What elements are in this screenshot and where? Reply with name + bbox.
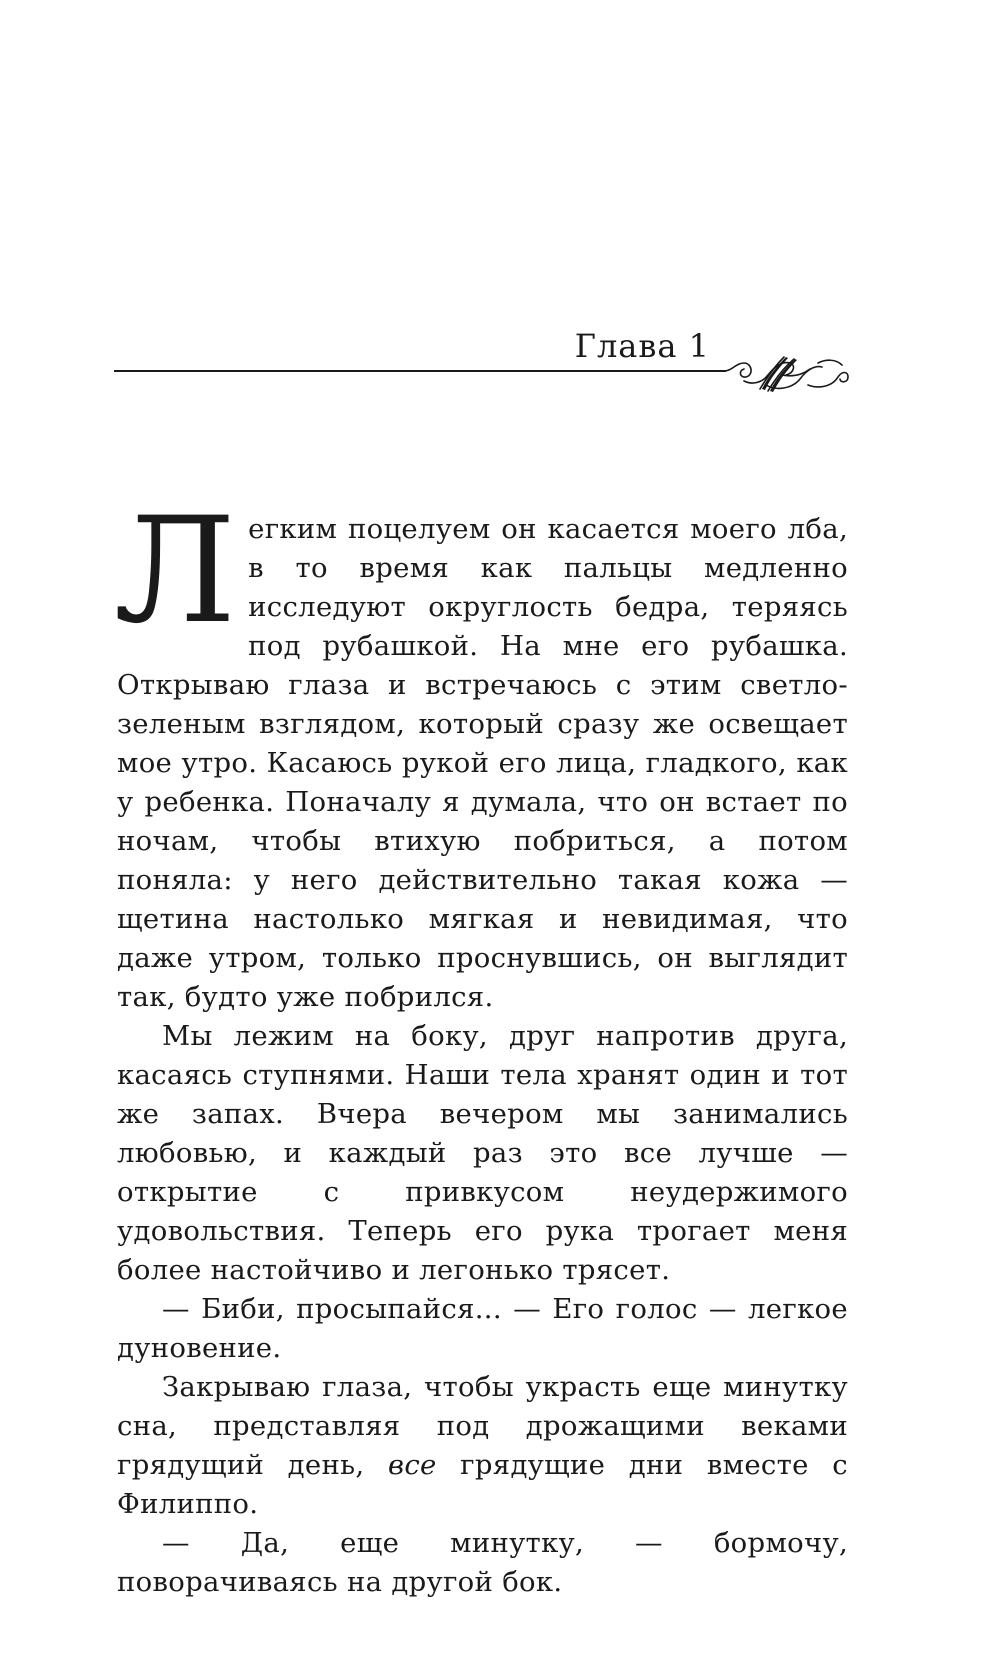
paragraph-1-text: егким поцелуем он касается моего лба, в то время как пальцы медленно исследуют округлость бедра, теряясь под рубашкой. На мне его рубашка. Открываю глаза и встречаюсь с этим светло-зеленым взглядом, который сразу же освещает мое утро. Касаюсь рукой его лица, гладкого, как у ребенка. Поначалу я думала, что он встает по ночам, чтобы втихую побриться, а потом поняла: у него действительно такая кожа — щетина настолько мягкая и невидимая, что даже утром, только проснувшись, он выглядит так, будто уже побрился. [117,513,848,1013]
paragraph-4-end: грядущие дни вместе с Филиппо. [117,1449,848,1520]
chapter-title: Глава 1 [574,327,710,365]
paragraph-4 [117,1368,848,1524]
paragraph-5: — Да, еще минутку, — бормочу, поворачиваясь на другой бок. [117,1527,848,1598]
paragraph-4-start: Закрываю глаза, чтобы украсть еще минутку сна, представляя под дрожащими веками грядущий день, [117,1371,848,1481]
paragraph-1 [114,486,848,1017]
chapter-rule [114,370,726,372]
drop-cap: Л [114,486,237,656]
paragraph-2: Мы лежим на боку, друг напротив друга, касаясь ступнями. Наши тела хранят один и тот же запах. Вчера вечером мы занимались любовью, и каждый раз это все лучше — открытие с привкусом неудержимого удовольствия. Теперь его рука трогает меня более настойчиво и легонько трясет. [117,1020,848,1286]
paragraph-4-emphasis: все [388,1449,437,1481]
chapter-body [114,486,848,1602]
paragraph-3: — Биби, просыпайся... — Его голос — легкое дуновение. [117,1293,848,1364]
flourish-ornament-icon [722,345,850,401]
